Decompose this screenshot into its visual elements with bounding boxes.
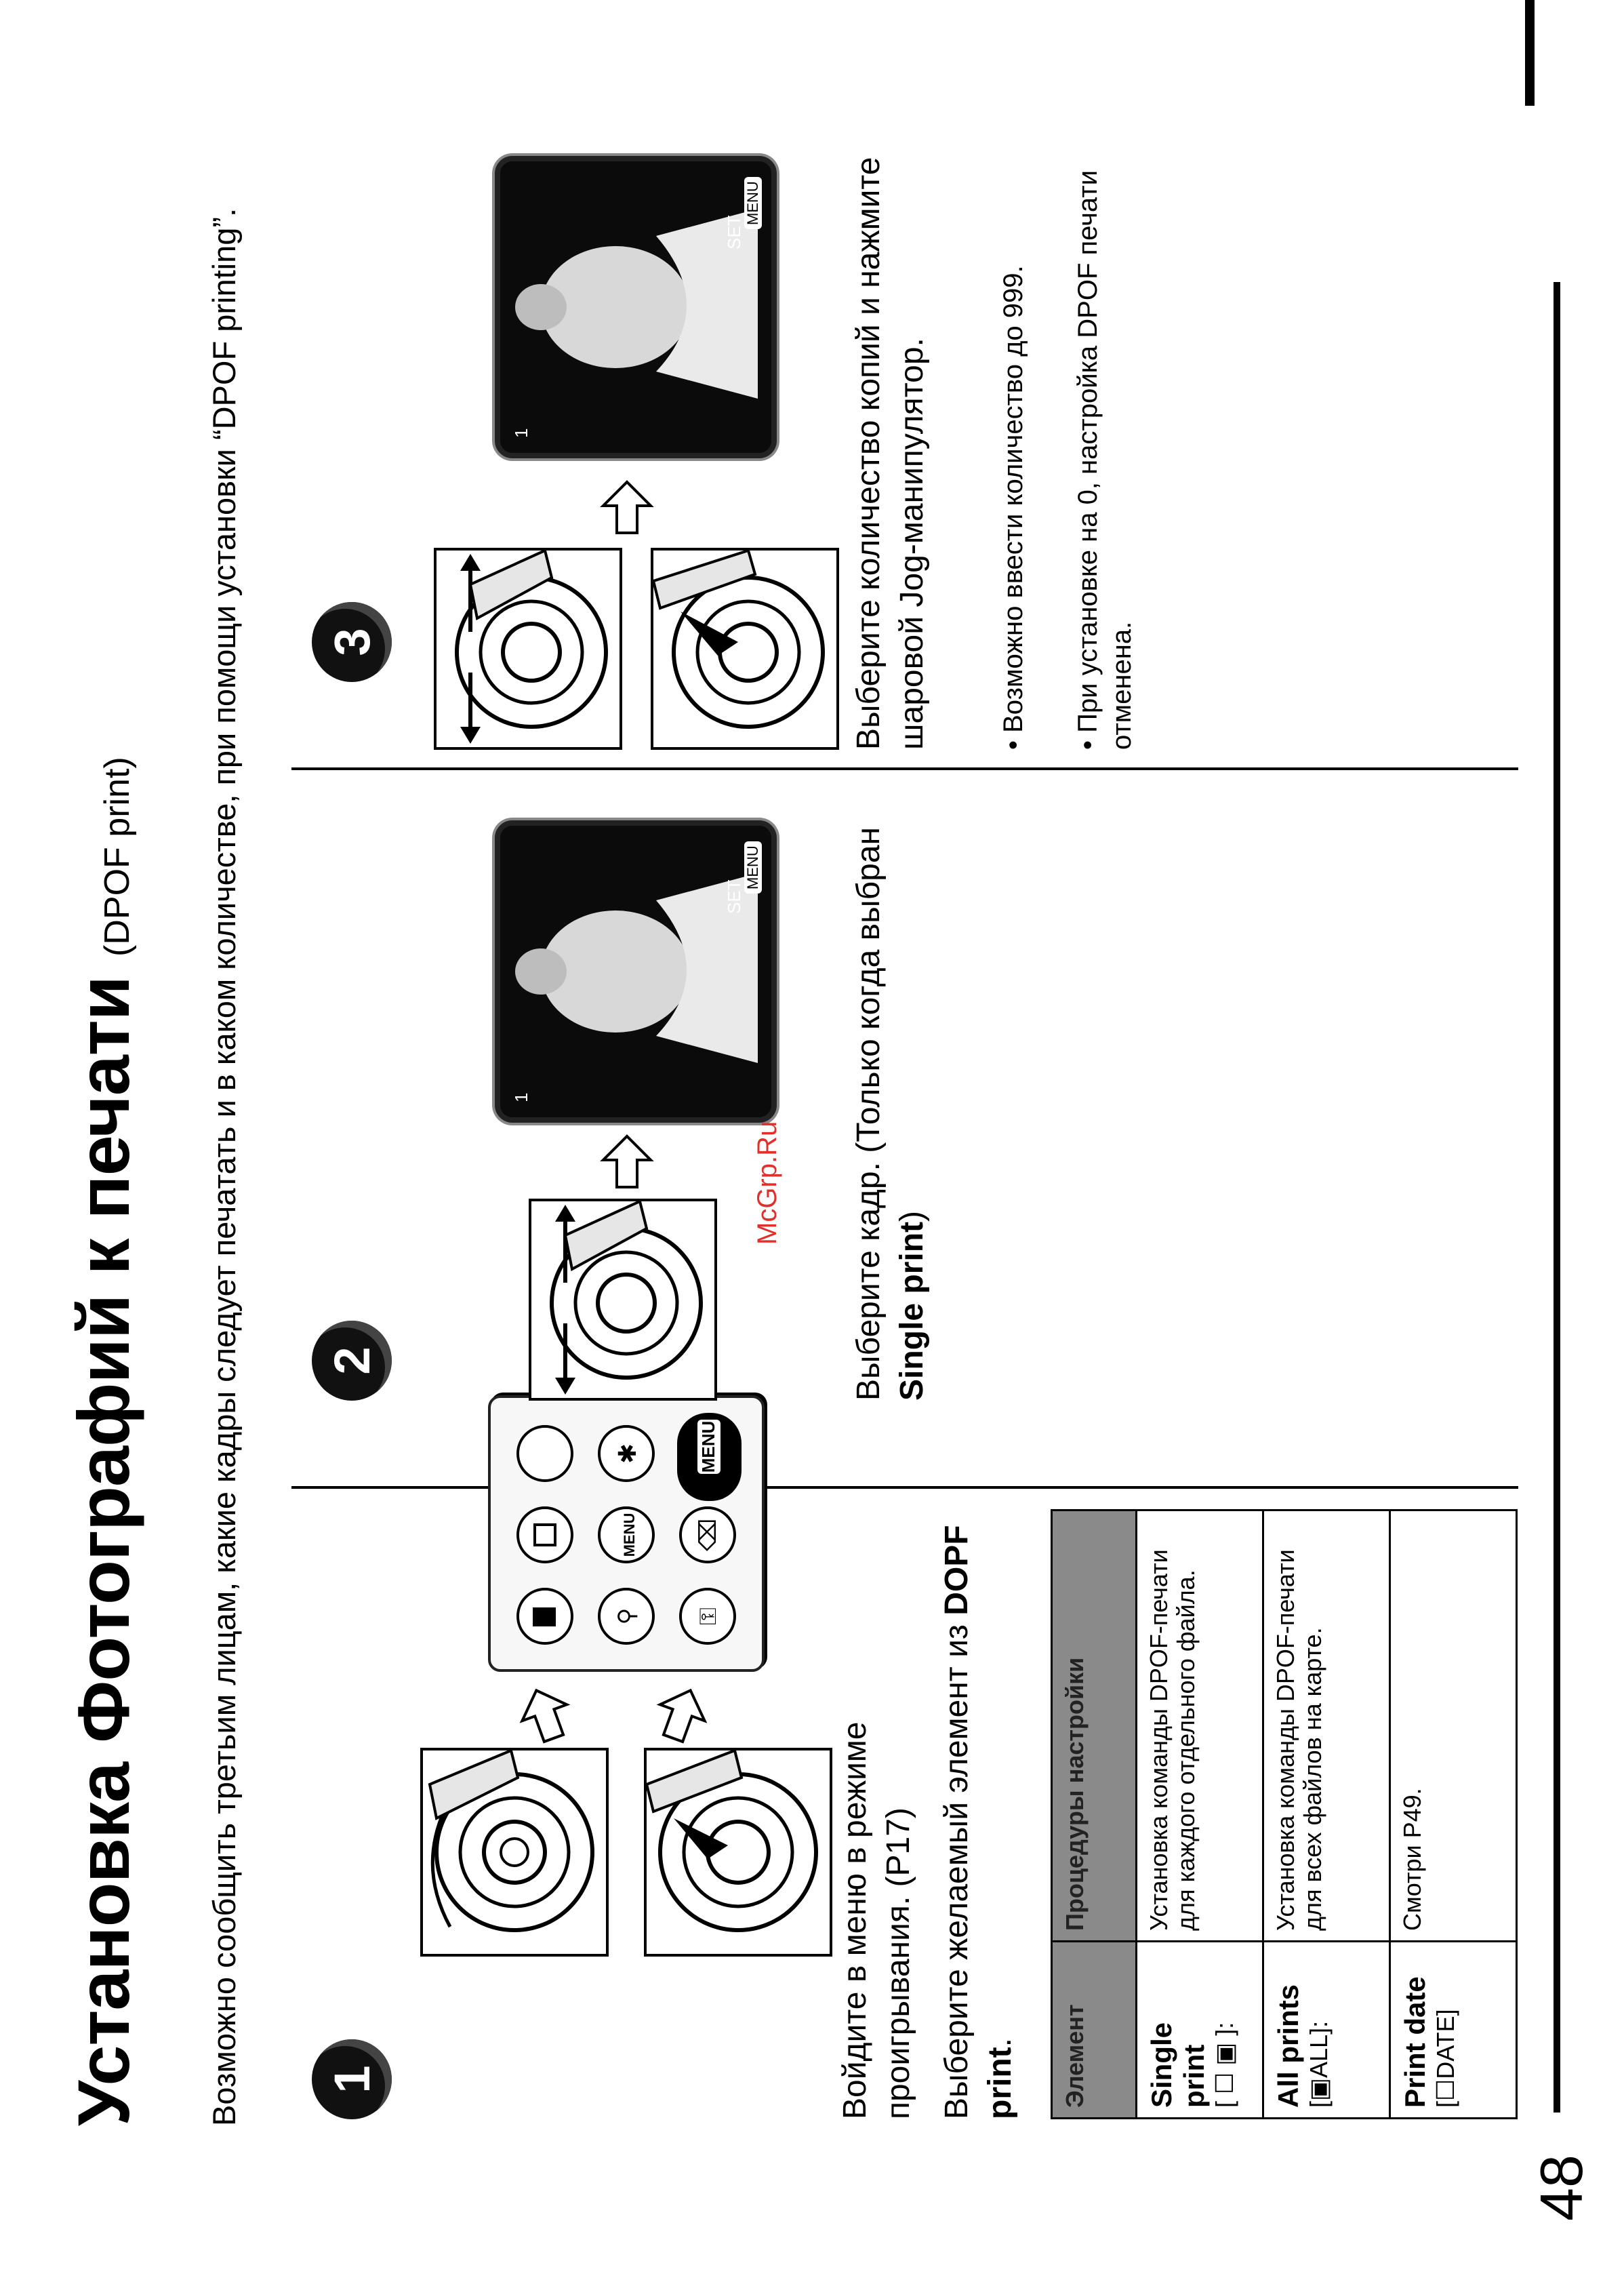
svg-text:⚲: ⚲ xyxy=(613,1607,641,1625)
header-bar xyxy=(1525,0,1535,106)
table-cell-name xyxy=(1390,1942,1517,2119)
column-divider-2 xyxy=(291,767,1518,770)
menu-grid xyxy=(504,1413,748,1657)
menu-label-2: MENU xyxy=(744,177,762,229)
step-1-number: 1 xyxy=(323,2065,380,2094)
jog-dial-horizontal-panel xyxy=(529,1199,717,1401)
lcd-screen-step-3 xyxy=(495,156,777,458)
arrow-right-icon xyxy=(515,1685,576,1746)
row-code: [ ☐ ▣ ]: xyxy=(1211,2022,1238,2108)
step-1-badge xyxy=(312,2039,392,2119)
arrow-right-icon-4 xyxy=(596,479,657,540)
step-2-text-bold: Single print xyxy=(894,1222,930,1401)
watermark: McGrp.Ru xyxy=(752,1121,782,1245)
jog-dial-horizontal-icon-2 xyxy=(437,551,620,747)
step-3-bullet-2: • При установке на 0, настройка DPOF печати отменена. xyxy=(1073,170,1137,750)
lcd-photo xyxy=(500,826,771,1117)
svg-text:MENU: MENU xyxy=(698,1420,718,1473)
set-label-2: SET xyxy=(724,215,744,249)
set-label: SET xyxy=(724,879,744,914)
step-1-text-b-bold: DOPF print xyxy=(939,1525,1018,2119)
frame-label-2: 1 xyxy=(511,428,531,438)
table-row xyxy=(1390,1510,1517,2119)
step-1-text-b xyxy=(935,1496,1022,2119)
step-1-text-b-prefix: Выберите желаемый элемент из xyxy=(939,1624,975,2119)
title-text: Установка Фотографий к печати xyxy=(62,976,144,2126)
step-3-bullet-1: • Возможно ввести количество до 999. xyxy=(998,265,1028,750)
table-cell-desc: Установка команды DPOF-печати для каждого отдельного файла. xyxy=(1137,1510,1263,1942)
step-1-text-b-suffix: . xyxy=(982,2038,1018,2047)
svg-text:⚿: ⚿ xyxy=(695,1607,722,1625)
title-suffix: (DPOF print) xyxy=(98,757,137,957)
jog-dial-horizontal-panel-2 xyxy=(434,548,622,750)
jog-dial-press-icon-2 xyxy=(653,551,836,747)
lcd-screen-step-2 xyxy=(495,820,777,1123)
page-number: 48 xyxy=(1528,2155,1595,2221)
jog-dial-press-panel-2 xyxy=(651,548,839,750)
table-cell-desc: Смотри P49. xyxy=(1390,1510,1517,1942)
table-row xyxy=(1137,1510,1263,2119)
row-name: All prints xyxy=(1272,1984,1304,2108)
table-cell-desc: Установка команды DPOF-печати для всех файлов на карте. xyxy=(1263,1510,1390,1942)
menu-label: MENU xyxy=(744,841,762,894)
jog-dial-horizontal-icon xyxy=(531,1201,714,1398)
playback-menu-screen xyxy=(488,1395,765,1672)
table-row xyxy=(1263,1510,1390,2119)
svg-text:✱: ✱ xyxy=(614,1443,642,1464)
svg-text:MENU: MENU xyxy=(621,1513,638,1557)
step-2-text-suffix: ) xyxy=(894,1211,930,1222)
dpof-items-table xyxy=(1051,1509,1518,2119)
step-3-bullet-1-text: Возможно ввести количество до 999. xyxy=(998,265,1028,733)
column-divider-1 xyxy=(291,1486,1518,1489)
row-code: [▣ALL]: xyxy=(1305,2020,1333,2108)
footer-rule xyxy=(1554,282,1560,2113)
arrow-right-icon-2 xyxy=(651,1685,712,1746)
svg-text:⌫: ⌫ xyxy=(695,1518,722,1552)
jog-dial-press-icon xyxy=(647,1750,830,1954)
menu-icons xyxy=(504,1413,748,1657)
row-name: Print date xyxy=(1399,1976,1431,2108)
row-code: [☐DATE] xyxy=(1432,2009,1459,2108)
lcd-photo-2 xyxy=(500,161,771,453)
table-header-procedure: Процедуры настройки xyxy=(1052,1510,1137,1942)
intro-paragraph: Возможно сообщить третьим лицам, какие кадры следует печатать и в каком количестве, при помощи установки “DPOF printing”. xyxy=(206,207,242,2126)
table-cell-name xyxy=(1137,1942,1263,2119)
step-3-bullet-2-text: При установке на 0, настройка DPOF печати отменена. xyxy=(1073,170,1137,750)
page-title xyxy=(61,757,146,2126)
step-3-badge xyxy=(312,602,392,682)
table-header-item: Элемент xyxy=(1052,1942,1137,2119)
step-2-text xyxy=(847,790,934,1401)
row-name: Single print xyxy=(1145,2022,1210,2108)
jog-dial-rotate-panel xyxy=(420,1748,609,1957)
table-cell-name xyxy=(1263,1942,1390,2119)
step-1-text-a: Войдите в меню в режиме проигрывания. (P17) xyxy=(837,1721,916,2119)
step-2-badge xyxy=(312,1321,392,1401)
step-2-text-prefix: Выберите кадр. (Только когда выбран xyxy=(851,826,887,1401)
arrow-right-icon-3 xyxy=(596,1133,657,1194)
jog-dial-rotate-icon xyxy=(423,1750,606,1954)
step-2-number: 2 xyxy=(323,1346,380,1375)
step-3-number: 3 xyxy=(323,628,380,656)
step-3-text: Выберите количество копий и нажмите шаровой Jog-манипулятор. xyxy=(851,157,930,750)
frame-label: 1 xyxy=(511,1092,531,1102)
jog-dial-press-panel xyxy=(644,1748,832,1957)
table-header-row xyxy=(1052,1510,1137,2119)
